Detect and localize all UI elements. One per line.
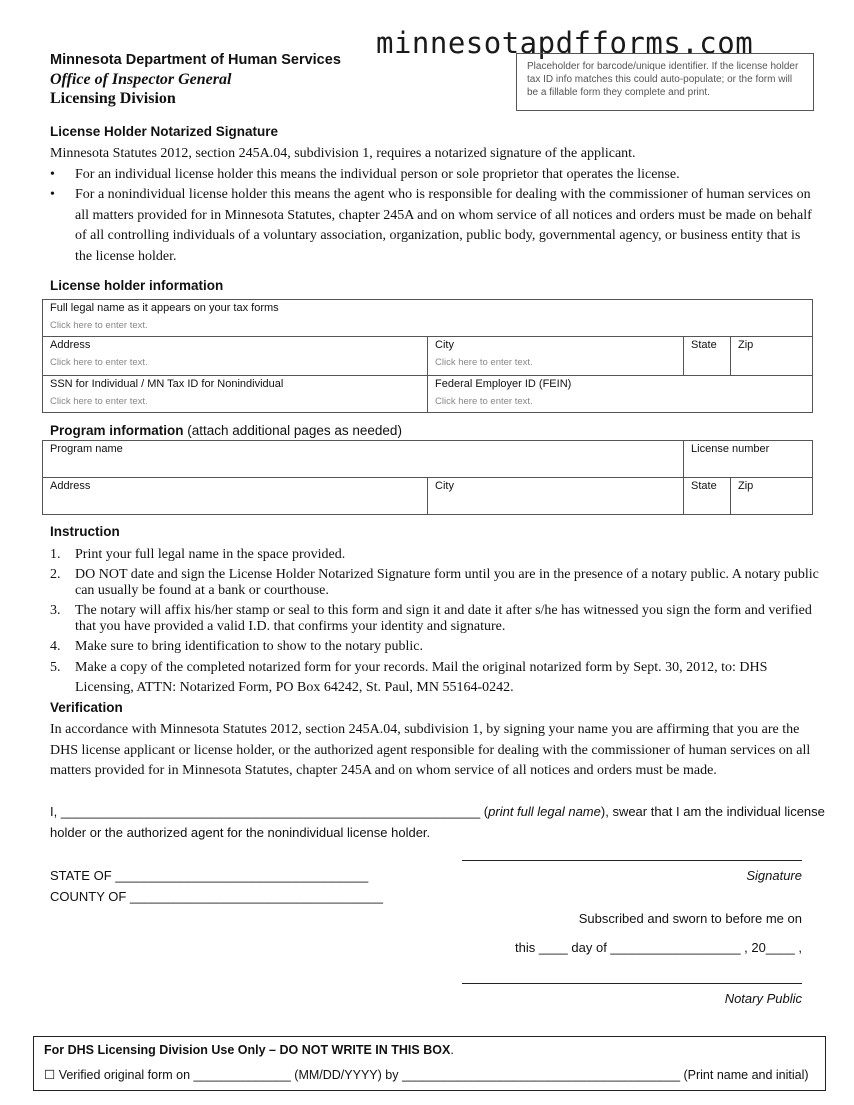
fein-label: Federal Employer ID (FEIN) bbox=[435, 378, 572, 390]
signature-label: Signature bbox=[746, 868, 802, 883]
verification-title: Verification bbox=[50, 700, 123, 715]
notarized-intro: Minnesota Statutes 2012, section 245A.04, subdivision 1, requires a notarized signature of the applicant. bbox=[50, 146, 636, 161]
dhs-box-title-text: For DHS Licensing Division Use Only – DO NOT WRITE IN THIS BOX bbox=[44, 1043, 451, 1057]
ssn-placeholder: Click here to enter text. bbox=[50, 396, 148, 407]
holder-zip-field[interactable] bbox=[731, 337, 813, 376]
instruction-list bbox=[50, 547, 820, 701]
program-state-label: State bbox=[691, 480, 717, 492]
signature-line[interactable] bbox=[462, 860, 802, 861]
instruction-num: 1. bbox=[50, 547, 61, 562]
program-zip-label: Zip bbox=[738, 480, 754, 492]
instruction-item bbox=[50, 547, 820, 564]
holder-zip-label: Zip bbox=[738, 339, 754, 351]
bullet-individual: • For an individual license holder this means the individual person or sole proprietor that operates the license. bbox=[50, 165, 820, 186]
oath-prefix: I, bbox=[50, 804, 61, 819]
verified-checkbox[interactable]: ☐ bbox=[44, 1068, 56, 1082]
license-holder-table bbox=[42, 299, 813, 413]
division-name: Licensing Division bbox=[50, 90, 176, 107]
notarized-section-title: License Holder Notarized Signature bbox=[50, 124, 279, 139]
holder-address-placeholder: Click here to enter text. bbox=[50, 357, 148, 368]
instruction-text: DO NOT date and sign the License Holder Notarized Signature form until you are in the presence of a notary public. A notary public can usually be found at a bank or courthouse. bbox=[75, 566, 819, 598]
office-name: Office of Inspector General bbox=[50, 71, 232, 88]
notary-public-label: Notary Public bbox=[724, 991, 802, 1006]
program-info-title-note: (attach additional pages as needed) bbox=[187, 423, 402, 438]
holder-state-field[interactable] bbox=[684, 337, 731, 376]
notarized-bullets bbox=[50, 165, 820, 268]
program-info-title-main: Program information bbox=[50, 423, 184, 438]
instruction-num: 2. bbox=[50, 566, 61, 582]
instruction-text: The notary will affix his/her stamp or seal to this form and sign it and date it after s/he has witnessed you sign the form and verified that you have provided a valid I.D. that confirms your identity and signature. bbox=[75, 602, 812, 634]
program-name-field[interactable] bbox=[43, 441, 684, 478]
oath-line-2: holder or the authorized agent for the nonindividual license holder. bbox=[50, 825, 431, 840]
holder-address-label: Address bbox=[50, 339, 91, 351]
holder-state-label: State bbox=[691, 339, 717, 351]
instruction-num: 5. bbox=[50, 660, 61, 675]
program-address-field[interactable] bbox=[43, 478, 428, 515]
dhs-use-only-box bbox=[33, 1036, 826, 1091]
instruction-text: Print your full legal name in the space provided. bbox=[75, 547, 346, 562]
dhs-verified-line bbox=[44, 1067, 809, 1082]
oath-line-1: I, __________________________________________________________ (print full legal name), swear that I am the individual license bbox=[50, 804, 825, 819]
program-info-title bbox=[50, 423, 402, 438]
instruction-text: Make a copy of the completed notarized form for your records. Mail the original notarized form by Sept. 30, 2012, to: DHS Licensing, ATTN: Notarized Form, PO Box 64242, St. Paul, MN 55164-0242. bbox=[75, 660, 768, 695]
fein-placeholder: Click here to enter text. bbox=[435, 396, 533, 407]
notarized-section-body bbox=[50, 144, 820, 267]
notary-signature-line[interactable] bbox=[462, 983, 802, 984]
ssn-field[interactable] bbox=[43, 376, 428, 413]
full-name-placeholder: Click here to enter text. bbox=[50, 320, 148, 331]
holder-address-field[interactable] bbox=[43, 337, 428, 376]
instruction-item bbox=[50, 658, 820, 698]
oath-print-hint: print full legal name bbox=[488, 804, 601, 819]
program-state-field[interactable] bbox=[684, 478, 731, 515]
fein-field[interactable] bbox=[428, 376, 813, 413]
department-name: Minnesota Department of Human Services bbox=[50, 52, 341, 68]
holder-city-label: City bbox=[435, 339, 454, 351]
watermark-text: minnesotapdfforms.com bbox=[376, 26, 754, 60]
instruction-item bbox=[50, 603, 820, 636]
license-number-field[interactable] bbox=[684, 441, 813, 478]
ssn-label: SSN for Individual / MN Tax ID for Nonindividual bbox=[50, 378, 284, 390]
barcode-placeholder-box bbox=[516, 53, 814, 111]
program-address-label: Address bbox=[50, 480, 91, 492]
program-zip-field[interactable] bbox=[731, 478, 813, 515]
verified-line-text: Verified original form on ______________ (MM/DD/YYYY) by ________________________________________ (Print name and initial) bbox=[58, 1068, 809, 1082]
instruction-num: 4. bbox=[50, 638, 61, 654]
program-info-table bbox=[42, 440, 813, 515]
state-of-field[interactable]: STATE OF ___________________________________ bbox=[50, 868, 369, 883]
program-name-label: Program name bbox=[50, 443, 123, 455]
full-name-label: Full legal name as it appears on your tax forms bbox=[50, 302, 279, 314]
county-of-field[interactable]: COUNTY OF ___________________________________ bbox=[50, 889, 383, 904]
verification-text: In accordance with Minnesota Statutes 2012, section 245A.04, subdivision 1, by signing your name you are affirming that you are the DHS license applicant or license holder, or the authorized agent responsible for dealing with the commissioner of human services on all matters provided for in Minnesota Statutes, chapter 245A and on whom service of all notices and orders must be made. bbox=[50, 722, 811, 778]
subscribed-text: Subscribed and sworn to before me on bbox=[578, 911, 802, 926]
license-number-label: License number bbox=[691, 443, 770, 455]
instruction-item bbox=[50, 639, 820, 656]
holder-city-placeholder: Click here to enter text. bbox=[435, 357, 533, 368]
dhs-box-title: For DHS Licensing Division Use Only – DO NOT WRITE IN THIS BOX. bbox=[44, 1043, 454, 1057]
holder-city-field[interactable] bbox=[428, 337, 684, 376]
instruction-title: Instruction bbox=[50, 524, 120, 539]
instruction-num: 3. bbox=[50, 602, 61, 618]
instruction-text: Make sure to bring identification to show to the notary public. bbox=[75, 638, 423, 654]
barcode-placeholder-text: Placeholder for barcode/unique identifier. If the license holder tax ID info matches this could auto-populate; or the form will be a fillable form they complete and print. bbox=[527, 61, 799, 98]
instruction-item bbox=[50, 567, 820, 600]
this-day-field[interactable]: this ____ day of __________________ , 20____ , bbox=[515, 940, 802, 955]
license-holder-title: License holder information bbox=[50, 278, 224, 293]
oath-name-blank[interactable]: __________________________________________________________ bbox=[60, 804, 481, 819]
oath-suffix: , swear that I am the individual license bbox=[605, 804, 825, 819]
full-name-field[interactable] bbox=[43, 300, 813, 337]
program-city-label: City bbox=[435, 480, 454, 492]
bullet-nonindividual: • For a nonindividual license holder this means the agent who is responsible for dealing with the commissioner of human services on all matters provided for in Minnesota Statutes, chapter 245A and on whom service of all notices and orders must be made on behalf of all controlling individuals of a voluntary association, organization, public body, governmental agency, or business entity that is the license holder. bbox=[50, 185, 820, 267]
program-city-field[interactable] bbox=[428, 478, 684, 515]
